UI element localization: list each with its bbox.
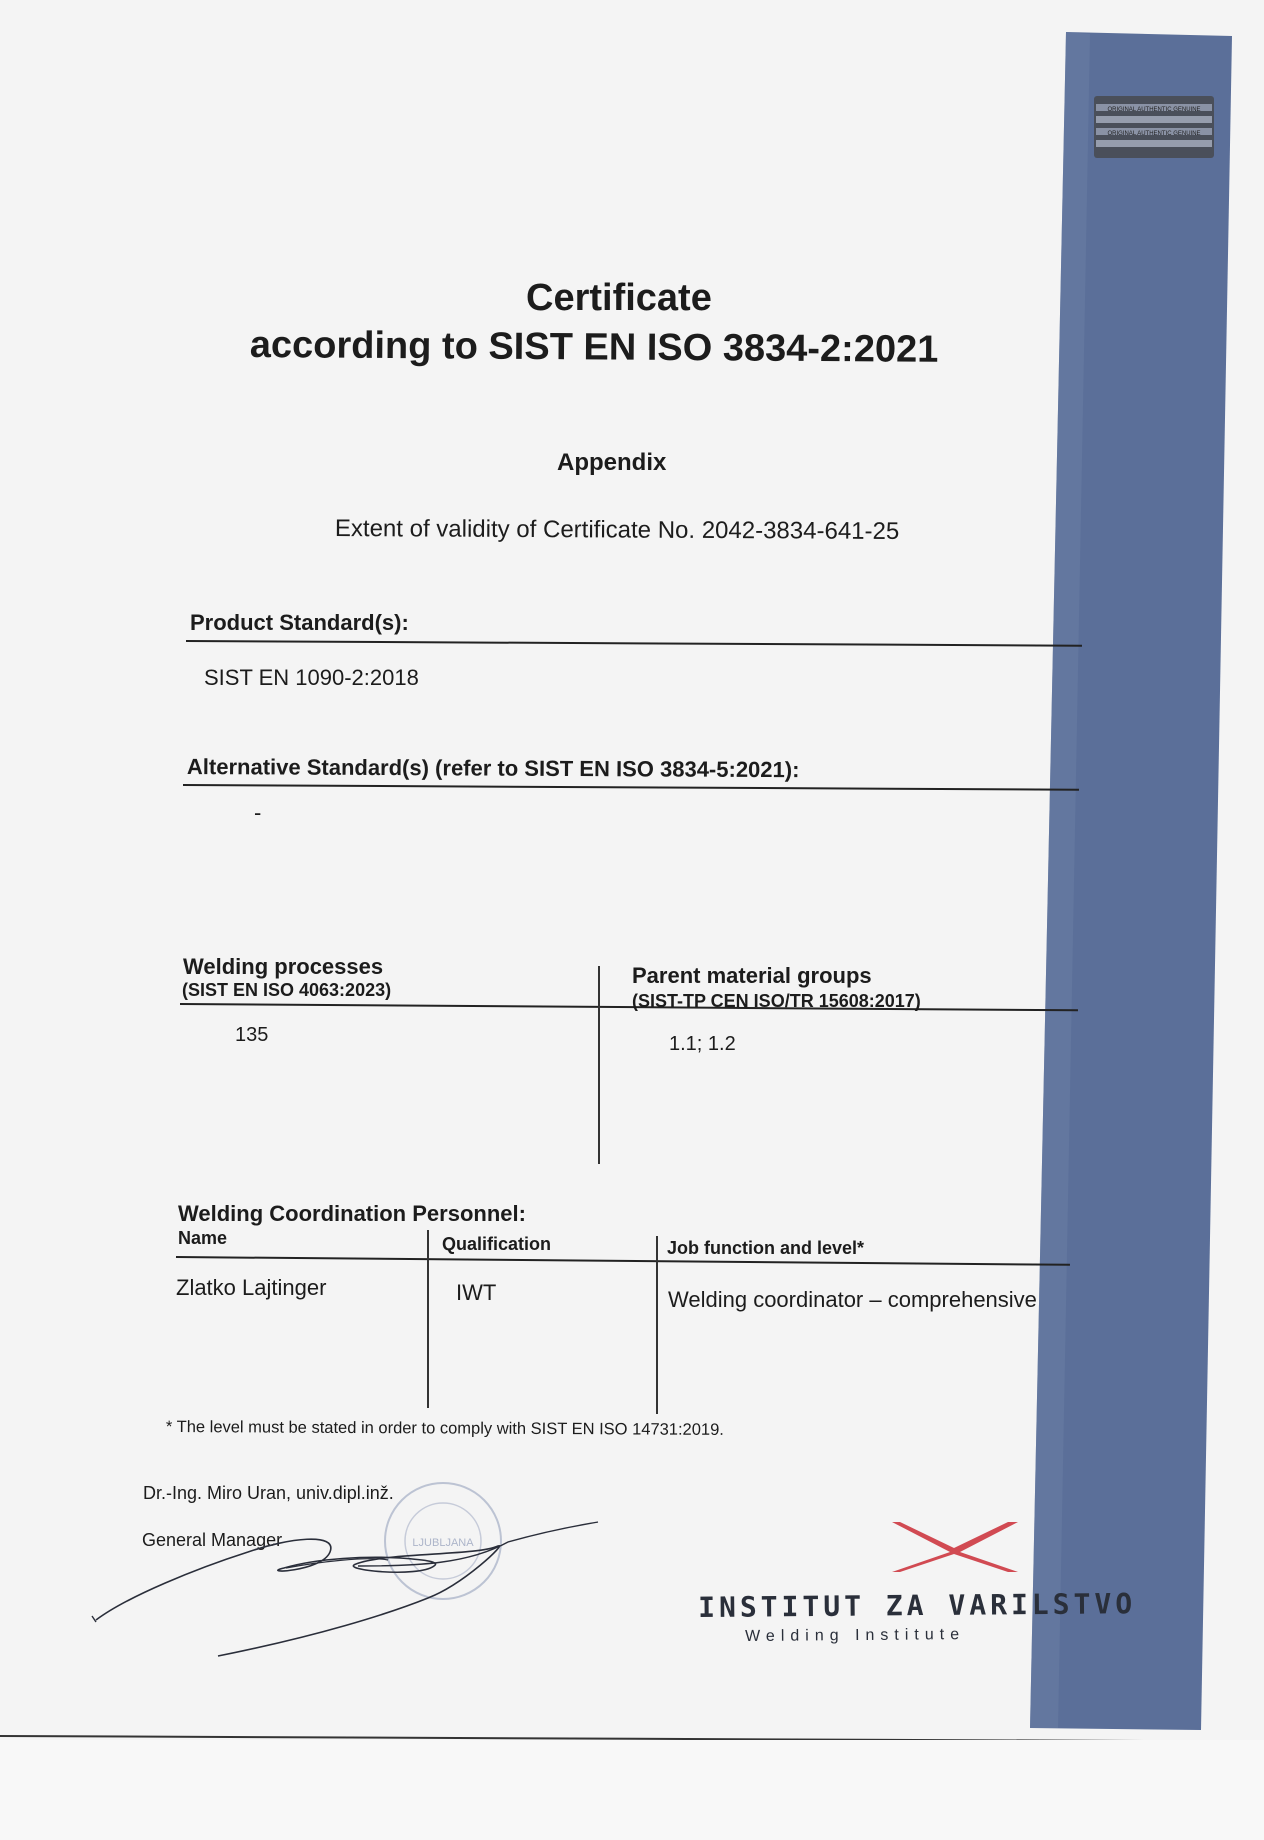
- parent-material-standard: (SIST-TP CEN ISO/TR 15608:2017): [632, 991, 921, 1011]
- hologram-seal: [1094, 96, 1214, 158]
- alternative-standard-value: -: [254, 800, 262, 825]
- personnel-qualification: IWT: [456, 1280, 497, 1305]
- signature: [88, 1508, 608, 1668]
- column-divider: [427, 1230, 429, 1408]
- personnel-heading: Welding Coordination Personnel:: [178, 1201, 526, 1226]
- certificate-subtitle: according to SIST EN ISO 3834-2:2021: [249, 324, 939, 371]
- column-header-name: Name: [178, 1228, 228, 1248]
- svg-text:LJUBLJANA: LJUBLJANA: [412, 1537, 474, 1549]
- personnel-job-function: Welding coordinator – comprehensive: [668, 1287, 1037, 1312]
- page-bottom-margin: [0, 1740, 1264, 1840]
- appendix-heading: Appendix: [557, 449, 667, 476]
- personnel-name: Zlatko Lajtinger: [176, 1275, 327, 1300]
- signatory-role: General Manager: [142, 1530, 283, 1550]
- column-divider: [598, 966, 600, 1164]
- footnote: * The level must be stated in order to comply with SIST EN ISO 14731:2019.: [165, 1418, 724, 1439]
- svg-text:ORIGINAL AUTHENTIC GENUINE: ORIGINAL AUTHENTIC GENUINE: [1107, 131, 1201, 137]
- parent-material-value: 1.1; 1.2: [669, 1033, 736, 1055]
- svg-text:ORIGINAL AUTHENTIC GENUINE: ORIGINAL AUTHENTIC GENUINE: [1107, 107, 1201, 113]
- product-standard-value: SIST EN 1090-2:2018: [204, 665, 419, 690]
- institute-name: INSTITUT ZA VARILSTVO: [698, 1587, 1137, 1624]
- welding-processes-standard: (SIST EN ISO 4063:2023): [182, 980, 392, 1000]
- institute-subtitle: Welding Institute: [745, 1626, 966, 1645]
- certificate-extent: Extent of validity of Certificate No. 2042-3834-641-25: [334, 515, 900, 545]
- alternative-standards-heading: Alternative Standard(s) (refer to SIST EN ISO 3834-5:2021):: [186, 754, 800, 783]
- column-divider: [656, 1236, 658, 1414]
- product-standards-heading: Product Standard(s):: [190, 610, 409, 635]
- signatory-name: Dr.-Ing. Miro Uran, univ.dipl.inž.: [143, 1483, 394, 1503]
- column-header-job-function: Job function and level*: [667, 1238, 865, 1258]
- welding-processes-heading: Welding processes: [183, 954, 384, 979]
- certificate-title: Certificate: [526, 277, 712, 319]
- parent-material-heading: Parent material groups: [632, 963, 872, 988]
- welding-process-value: 135: [235, 1024, 269, 1046]
- institute-logo-mark: [888, 1518, 1026, 1580]
- column-header-qualification: Qualification: [442, 1234, 552, 1254]
